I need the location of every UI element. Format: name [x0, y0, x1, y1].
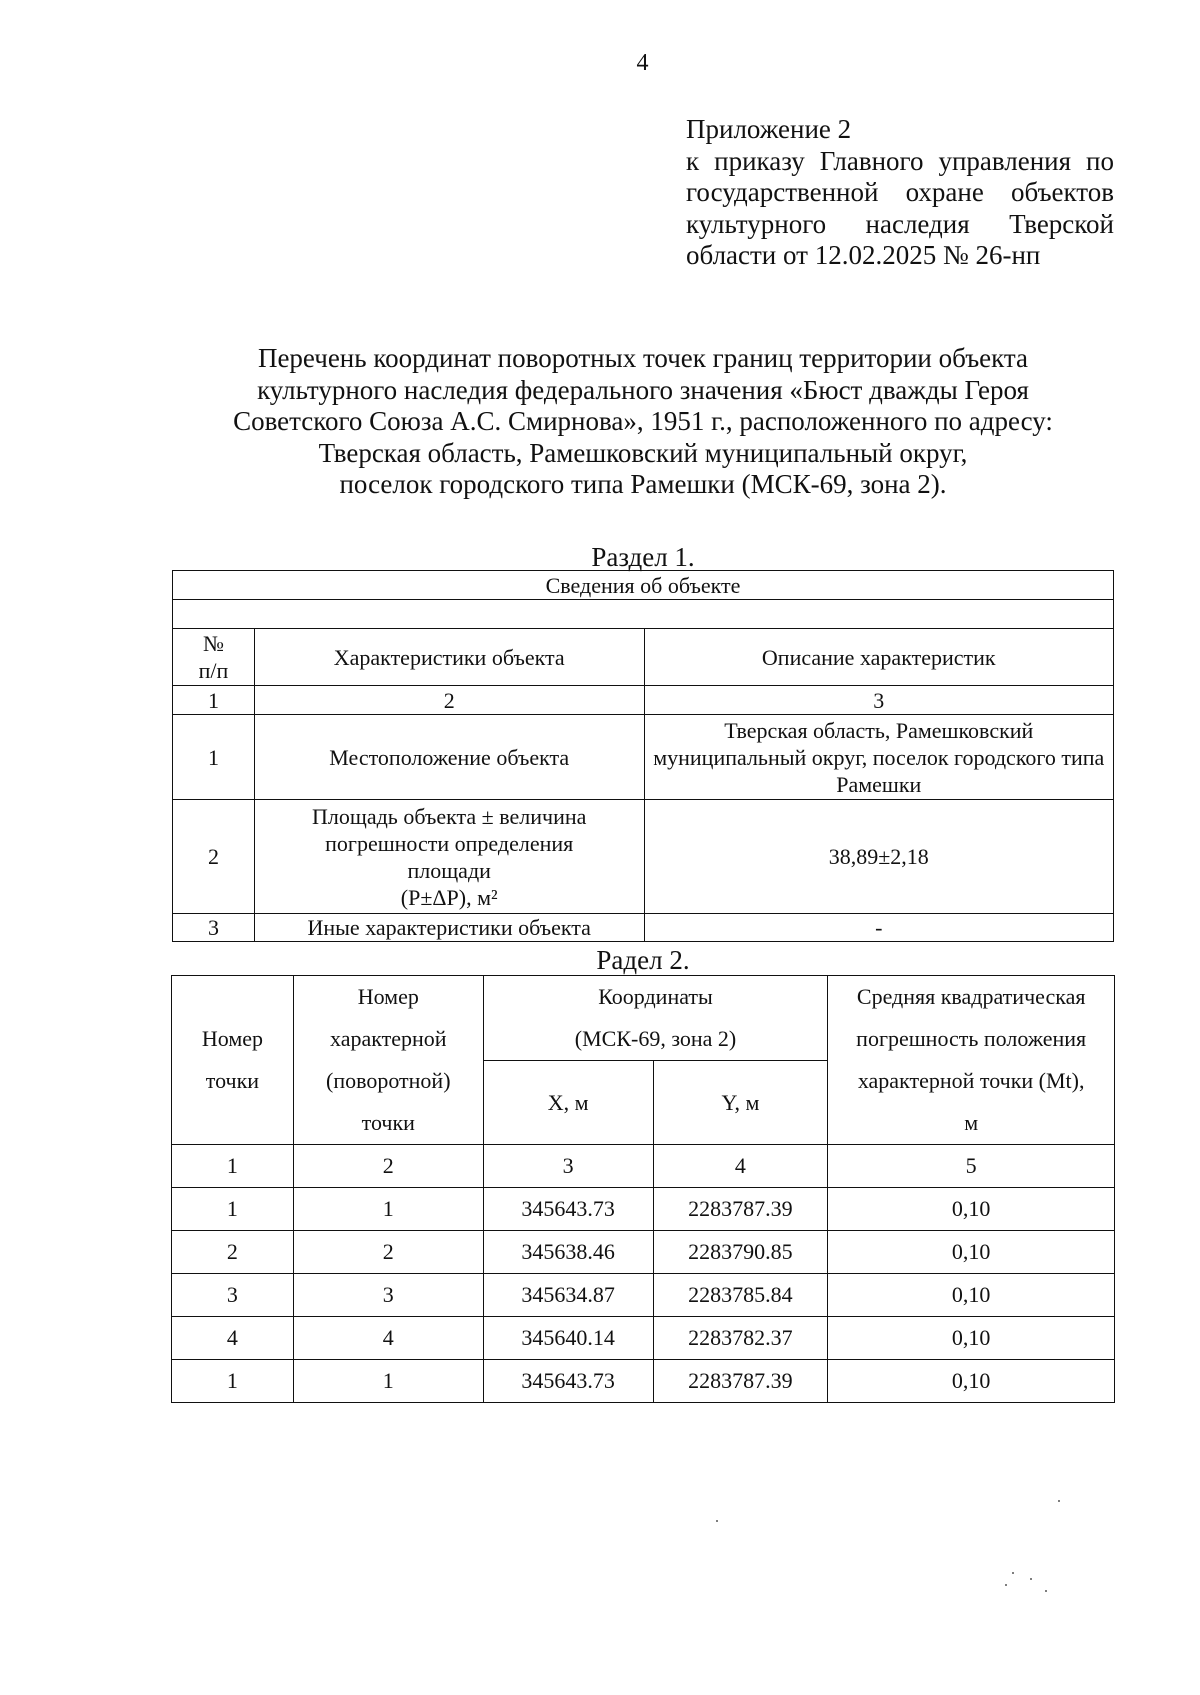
header-coordinates: Координаты (МСК-69, зона 2): [483, 976, 828, 1061]
cell-point: 1: [172, 1188, 294, 1231]
object-info-table: [172, 570, 1114, 942]
cell-x: 345643.73: [483, 1360, 653, 1403]
row-num: 1: [173, 715, 255, 800]
scan-speck: [1005, 1584, 1007, 1586]
cell-char-point: 1: [293, 1188, 483, 1231]
cell-point: 3: [172, 1274, 294, 1317]
header-point-number: Номер точки: [172, 976, 294, 1145]
column-number: 4: [653, 1145, 828, 1188]
title-line: Советского Союза А.С. Смирнова», 1951 г., расположенного по адресу:: [233, 406, 1053, 436]
cell-point: 2: [172, 1231, 294, 1274]
cell-point: 1: [172, 1360, 294, 1403]
title-line: Тверская область, Рамешковский муниципальный округ,: [318, 437, 968, 468]
cell-y: 2283782.37: [653, 1317, 828, 1360]
table-row: [172, 1188, 1115, 1231]
column-number: 2: [254, 686, 644, 715]
cell-y: 2283787.39: [653, 1360, 828, 1403]
empty-row: [173, 600, 1114, 629]
cell-error: 0,10: [828, 1231, 1115, 1274]
header-error: Средняя квадратическая погрешность положения характерной точки (Mt), м: [828, 976, 1115, 1145]
header-char-point-number: Номер характерной (поворотной) точки: [293, 976, 483, 1145]
cell-x: 345640.14: [483, 1317, 653, 1360]
appendix-line: государственной охране объектов: [686, 177, 1114, 207]
table-row: [172, 1317, 1115, 1360]
header-characteristics: Характеристики объекта: [254, 629, 644, 686]
cell-x: 345634.87: [483, 1274, 653, 1317]
cell-error: 0,10: [828, 1188, 1115, 1231]
cell-y: 2283785.84: [653, 1274, 828, 1317]
column-number: 5: [828, 1145, 1115, 1188]
row-name: Иные характеристики объекта: [254, 914, 644, 942]
scan-speck: [1030, 1578, 1032, 1580]
coordinates-table: [171, 975, 1115, 1403]
cell-error: 0,10: [828, 1360, 1115, 1403]
column-number: 3: [644, 686, 1113, 715]
cell-char-point: 2: [293, 1231, 483, 1274]
row-num: 3: [173, 914, 255, 942]
appendix-block: [686, 114, 1114, 272]
table-row: [173, 800, 1114, 914]
cell-x: 345643.73: [483, 1188, 653, 1231]
cell-point: 4: [172, 1317, 294, 1360]
cell-y: 2283787.39: [653, 1188, 828, 1231]
row-value: -: [644, 914, 1113, 942]
column-number: 3: [483, 1145, 653, 1188]
title-line: культурного наследия федерального значения «Бюст дважды Героя: [257, 374, 1029, 405]
header-x: X, м: [483, 1061, 653, 1145]
table-row: [172, 1360, 1115, 1403]
header-num: № п/п: [173, 629, 255, 686]
scan-speck: [1058, 1500, 1060, 1502]
section2-heading: Радел 2.: [596, 945, 690, 975]
cell-error: 0,10: [828, 1274, 1115, 1317]
scan-speck: [1012, 1572, 1014, 1574]
row-value: Тверская область, Рамешковский муниципальный округ, поселок городского типа Рамешки: [644, 715, 1113, 800]
header-y: Y, м: [653, 1061, 828, 1145]
column-number: 2: [293, 1145, 483, 1188]
cell-char-point: 4: [293, 1317, 483, 1360]
cell-y: 2283790.85: [653, 1231, 828, 1274]
section1-heading: Раздел 1.: [591, 542, 695, 572]
title-line: Перечень координат поворотных точек границ территории объекта: [257, 343, 1029, 373]
table-row: [173, 715, 1114, 800]
appendix-line: Приложение 2: [686, 114, 852, 144]
scan-speck: [716, 1520, 718, 1522]
cell-char-point: 3: [293, 1274, 483, 1317]
table-caption: Сведения об объекте: [173, 571, 1114, 600]
title-line: поселок городского типа Рамешки (МСК-69, зона 2).: [339, 469, 947, 499]
row-value: 38,89±2,18: [644, 800, 1113, 914]
cell-error: 0,10: [828, 1317, 1115, 1360]
document-title: [172, 343, 1114, 501]
table-row: [172, 1274, 1115, 1317]
appendix-line: области от 12.02.2025 № 26-нп: [686, 240, 1041, 270]
cell-x: 345638.46: [483, 1231, 653, 1274]
column-number: 1: [172, 1145, 294, 1188]
table-row: [172, 1231, 1115, 1274]
appendix-line: культурного наследия Тверской: [686, 208, 1114, 239]
table-row: [173, 914, 1114, 942]
row-name: Площадь объекта ± величина погрешности определения площади (P±ΔP), м²: [254, 800, 644, 914]
appendix-line: к приказу Главного управления по: [686, 145, 1114, 176]
header-description: Описание характеристик: [644, 629, 1113, 686]
column-number: 1: [173, 686, 255, 715]
row-num: 2: [173, 800, 255, 914]
page-number: 4: [636, 50, 649, 76]
row-name: Местоположение объекта: [254, 715, 644, 800]
cell-char-point: 1: [293, 1360, 483, 1403]
scan-speck: [1045, 1590, 1047, 1592]
